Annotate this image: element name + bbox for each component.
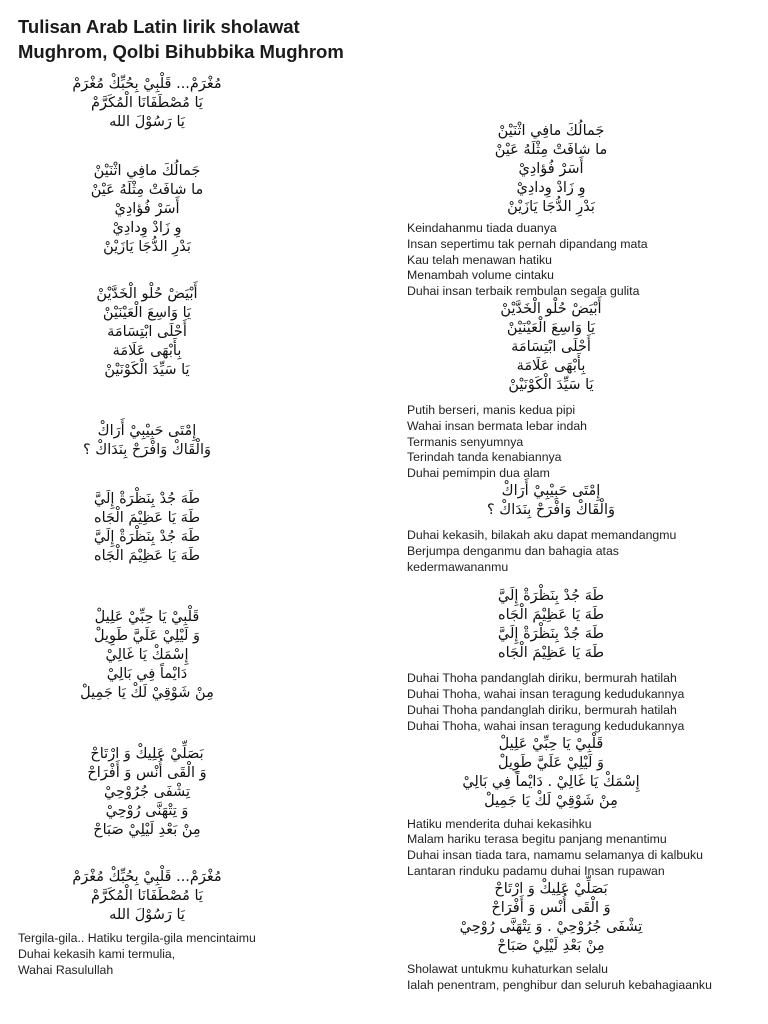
arabic-lyric-line: أَحْلَى ابْتِسَامَة [511, 338, 591, 355]
arabic-lyric-line: مُغْرَمْ... قَلْبِيْ بِحُبِّكْ مُغْرَمْ [72, 869, 222, 885]
arabic-lyric-line: يَا رَسُوْلَ الله [109, 907, 185, 923]
translation-line: Duhai Thoha, wahai insan teragung kedudukannya [407, 687, 685, 702]
arabic-lyric-line: وَ الْقَى أُنْس وَ أَفْرَاحْ [87, 765, 207, 781]
arabic-lyric-line: وَ لَيْلِيْ عَلَيَّ طَوِيلْ [497, 754, 605, 771]
arabic-lyric-line: يَا وَاسِعَ الْعَيْنَيْنْ [506, 319, 596, 336]
arabic-stanza [10, 422, 380, 460]
translation-line: Duhai Thoha pandanglah diriku, bermurah hatilah [407, 702, 677, 717]
arabic-lyric-line: دَايْماً فِي بَالِيْ [106, 666, 188, 682]
arabic-lyric-line: طَهَ جُدْ بِنَظْرَةْ إِلَيَّ [497, 626, 605, 643]
arabic-lyric-line: طَهَ يَا عَظِيْمَ الْجَاه [94, 548, 200, 564]
arabic-lyric-line: قَلْبِيْ يَا حِبِّيْ عَلِيلْ [498, 735, 604, 752]
arabic-lyric-line: بِأَبْهَى عَلَامَة [112, 343, 182, 359]
arabic-stanza [405, 587, 755, 663]
arabic-lyric-line: يَا وَاسِعَ الْعَيْنَيْنْ [102, 305, 192, 321]
arabic-lyric-line: يَا سَيِّدَ الْكَوْنَيْنْ [508, 376, 594, 393]
translation-stanza [405, 817, 755, 880]
translation-line: Termanis senyumnya [407, 434, 524, 449]
translation-line: Hatiku menderita duhai kekasihku [407, 816, 592, 831]
translation-line: Lantaran rinduku padamu duhai Insan rupawan [407, 863, 665, 878]
translation-line: Insan sepertimu tak pernah dipandang mata [407, 236, 648, 251]
arabic-stanza [10, 745, 380, 840]
translation-line: Kau telah menawan hatiku [407, 252, 552, 267]
arabic-stanza [10, 285, 380, 380]
arabic-lyric-line: طَهَ جُدْ بِنَظْرَةْ إِلَيَّ [497, 588, 605, 605]
translation-line: Sholawat untukmu kuhaturkan selalu [407, 961, 608, 976]
arabic-lyric-line: مُغْرَمْ... قَلْبِيْ بِحُبِّكْ مُغْرَمْ [72, 76, 222, 92]
arabic-stanza [10, 75, 380, 132]
translation-line: Malam hariku terasa begitu panjang menantimu [407, 832, 667, 847]
translation-line: Ialah penentram, penghibur dan seluruh kebahagiaanku [407, 977, 712, 992]
arabic-lyric-line: طَهَ يَا عَظِيْمَ الْجَاه [94, 510, 200, 526]
arabic-stanza [10, 490, 380, 566]
arabic-lyric-line: مِنْ بَعْدِ لَيْلِيْ صَبَاحْ [93, 822, 201, 838]
translation-line: Keindahanmu tiada duanya [407, 221, 557, 235]
arabic-lyric-line: مِنْ بَعْدِ لَيْلِيْ صَبَاحْ [497, 937, 605, 954]
arabic-lyric-line: أَسَرْ فُؤادِيْ [518, 161, 584, 177]
arabic-lyric-line: وِ زَادْ وِدادِيْ [516, 180, 586, 196]
arabic-lyric-line: تِشْفَى جُرُوْحِيْ [103, 784, 191, 800]
arabic-lyric-line: أَسَرْ فُؤادِيْ [114, 201, 180, 217]
arabic-lyric-line: يَا سَيِّدَ الْكَوْنَيْنْ [104, 362, 190, 378]
page-title: Tulisan Arab Latin lirik sholawat Mughrom, Qolbi Bihubbika Mughrom [18, 16, 344, 62]
arabic-lyric-line: وَ تِتْهَنَّى رُوْحِيْ [105, 803, 189, 819]
arabic-stanza [10, 608, 380, 703]
arabic-lyric-line: طَهَ يَا عَظِيْمَ الْجَاه [498, 645, 604, 662]
translation-stanza [405, 221, 755, 300]
translation-stanza [405, 528, 755, 575]
left-column [10, 75, 380, 978]
translation-line: Wahai insan bermata lebar indah [407, 418, 588, 433]
arabic-lyric-line: أَحْلَى ابْتِسَامَة [107, 324, 187, 340]
translation-line: Duhai insan tiada tara, namamu selamanya di kalbuku [407, 848, 703, 863]
arabic-stanza [405, 482, 755, 520]
translation-line: Duhai insan terbaik rembulan segala gulita [407, 284, 640, 299]
translation-stanza [405, 403, 755, 482]
arabic-lyric-line: إِمْتَى حَبِيْبِيْ أَرَاكْ [97, 423, 197, 439]
arabic-lyric-line: وَالْقَاكْ وَافْرَحْ بِنَدَاكْ ؟ [82, 442, 211, 458]
arabic-lyric-line: بِأَبْهَى عَلَامَة [516, 357, 586, 374]
arabic-lyric-line: إِمْتَى حَبِيْبِيْ أَرَاكْ [501, 482, 601, 499]
translation-line: Duhai Thoha pandanglah diriku, bermurah hatilah [407, 671, 677, 686]
arabic-lyric-line: تِشْفَى جُرُوْحِيْ . وَ تِتْهَنَّى رُوْحِيْ [459, 918, 643, 935]
translation-line: kedermawananmu [407, 559, 509, 574]
translation-line: Berjumpa denganmu dan bahagia atas [407, 543, 619, 558]
arabic-stanza [405, 300, 755, 395]
arabic-lyric-line: وَ لَيْلِيْ عَلَيَّ طَوِيلْ [93, 628, 201, 644]
arabic-lyric-line: بَدْرِ الدُّجَا يَازَيْنْ [103, 239, 191, 255]
arabic-lyric-line: جَمالُكَ مافِي اثْنَيْنْ [497, 123, 605, 139]
arabic-lyric-line: جَمالُكَ مافِي اثْنَيْنْ [93, 163, 201, 179]
arabic-lyric-line: طَهَ جُدْ بِنَظْرَةْ إِلَيَّ [93, 529, 201, 545]
arabic-lyric-line: طَهَ يَا عَظِيْمَ الْجَاه [498, 607, 604, 624]
arabic-lyric-line: بَدْرِ الدُّجَا يَازَيْنْ [507, 199, 595, 215]
translation-stanza [10, 931, 380, 978]
translation-line: Tergila-gila.. Hatiku tergila-gila mencintaimu [18, 931, 256, 945]
arabic-lyric-line: مِنْ شَوْقِيْ لَكْ يَا جَمِيلْ [484, 792, 618, 809]
arabic-stanza [10, 162, 380, 257]
right-column [405, 122, 755, 993]
arabic-stanza [405, 880, 755, 956]
arabic-lyric-line: طَهَ جُدْ بِنَظْرَةْ إِلَيَّ [93, 491, 201, 507]
translation-line: Duhai Thoha, wahai insan teragung kedudukannya [407, 718, 685, 733]
translation-stanza [405, 671, 755, 734]
translation-stanza [405, 962, 755, 994]
arabic-lyric-line: وِ زَادْ وِدادِيْ [112, 220, 182, 236]
arabic-lyric-line: أَبْيَضْ حُلْو الْخَدَّيْنْ [96, 286, 198, 302]
arabic-lyric-line: وَ الْقَى أُنْس وَ أَفْرَاحْ [491, 899, 611, 916]
arabic-lyric-line: يَا مُصْطَفَانَا الْمُكَرَّمْ [91, 95, 203, 111]
arabic-lyric-line: مِنْ شَوْقِيْ لَكْ يَا جَمِيلْ [80, 685, 214, 701]
translation-line: Putih berseri, manis kedua pipi [407, 402, 576, 417]
arabic-stanza [10, 868, 380, 925]
arabic-lyric-line: يَا مُصْطَفَانَا الْمُكَرَّمْ [91, 888, 203, 904]
translation-line: Menambah volume cintaku [407, 268, 554, 283]
arabic-lyric-line: بَصَلِّيْ عَلِيكْ وَ ارْتَاحْ [90, 746, 204, 762]
translation-line: Duhai kekasih kami termulia, [18, 946, 176, 961]
translation-line: Wahai Rasulullah [18, 962, 114, 977]
arabic-lyric-line: إِسْمَكْ يَا غَالِيْ [105, 647, 189, 663]
translation-line: Terindah tanda kenabiannya [407, 450, 562, 465]
arabic-stanza [405, 122, 755, 217]
arabic-lyric-line: ما شافَتْ مِثْلَهُ عَيْنْ [494, 142, 608, 158]
arabic-lyric-line: أَبْيَضْ حُلْو الْخَدَّيْنْ [500, 300, 602, 317]
translation-line: Duhai kekasih, bilakah aku dapat memandangmu [407, 527, 677, 542]
arabic-lyric-line: قَلْبِيْ يَا حِبِّيْ عَلِيلْ [94, 609, 200, 625]
arabic-lyric-line: إِسْمَكْ يَا غَالِيْ . دَايْماً فِي بَالِيْ [462, 773, 640, 790]
arabic-lyric-line: يَا رَسُوْلَ الله [109, 114, 185, 130]
arabic-stanza [405, 735, 755, 811]
arabic-lyric-line: ما شافَتْ مِثْلَهُ عَيْنْ [90, 182, 204, 198]
arabic-lyric-line: بَصَلِّيْ عَلِيكْ وَ ارْتَاحْ [494, 880, 608, 897]
translation-line: Duhai pemimpin dua alam [407, 466, 550, 481]
arabic-lyric-line: وَالْقَاكْ وَافْرَحْ بِنَدَاكْ ؟ [486, 501, 615, 518]
